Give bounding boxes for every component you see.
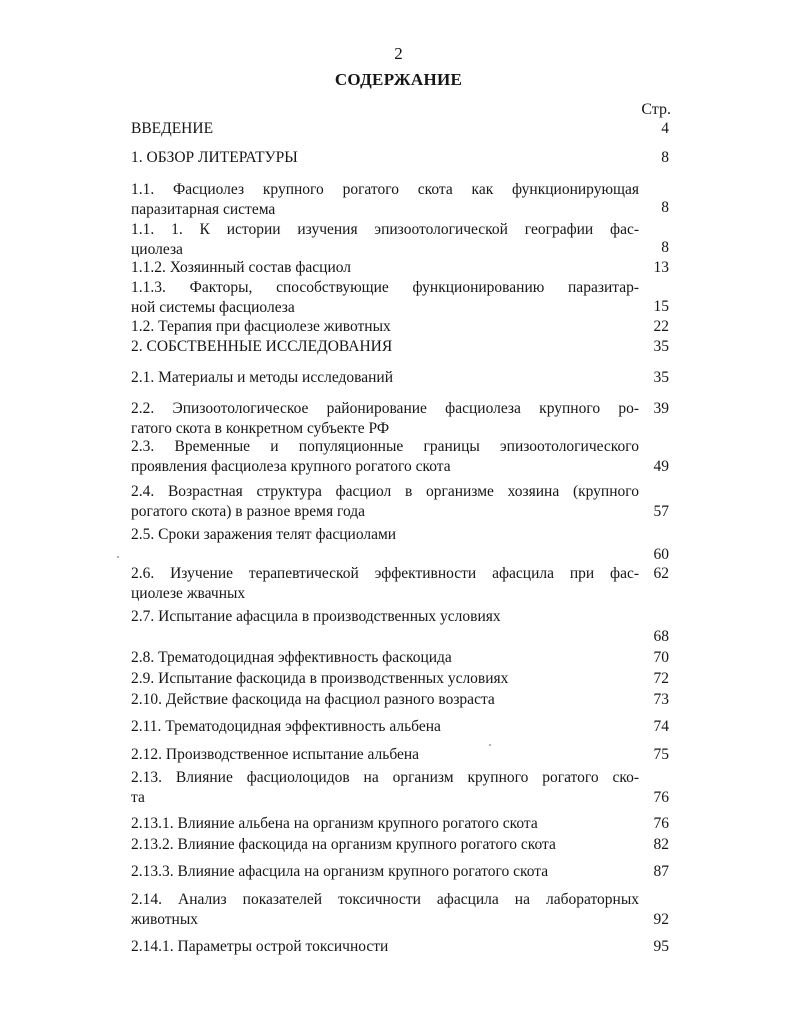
toc-entry bbox=[131, 768, 639, 807]
toc-entry-page: 75 bbox=[653, 746, 669, 763]
toc-entry-text-line: 2. СОБСТВЕННЫЕ ИССЛЕДОВАНИЯ bbox=[131, 338, 393, 355]
toc-entry-text-line: 1.1. Фасциолез крупного рогатого скота как функционирующая bbox=[131, 181, 639, 198]
toc-entry-text-line: циолеза bbox=[131, 240, 183, 258]
toc-entry bbox=[131, 525, 639, 545]
toc-entry-page: 73 bbox=[653, 691, 669, 708]
toc-entry-page: 13 bbox=[653, 259, 669, 276]
toc-entry bbox=[131, 745, 639, 765]
toc-entry-page: 82 bbox=[653, 836, 669, 853]
toc-entry-text-line: 2.4. Возрастная структура фасциол в организме хозяина (крупного bbox=[131, 483, 639, 500]
toc-entry-page: 87 bbox=[653, 863, 669, 880]
toc-entry bbox=[131, 220, 639, 259]
toc-entry-text-line: 1.1. 1. К истории изучения эпизоотологической географии фас- bbox=[131, 221, 639, 238]
toc-title: СОДЕРЖАНИЕ bbox=[334, 70, 463, 89]
toc-entry-text-line: 2.11. Трематодоцидная эффективность альбена bbox=[131, 718, 441, 735]
toc-entry bbox=[131, 278, 639, 317]
toc-entry bbox=[131, 717, 639, 737]
toc-entry-text-line: ной системы фасциолеза bbox=[131, 298, 295, 316]
toc-entry-page: 76 bbox=[653, 815, 669, 832]
toc-entry-text-line: 1. ОБЗОР ЛИТЕРАТУРЫ bbox=[131, 149, 298, 166]
toc-entry bbox=[131, 835, 639, 855]
toc-entry bbox=[131, 399, 639, 438]
toc-entry bbox=[131, 337, 639, 357]
toc-entry-text-line: 2.6. Изучение терапевтической эффективности афасцила при фас- bbox=[131, 565, 639, 582]
toc-entry-text-line: 1.1.3. Факторы, способствующие функционированию паразитар- bbox=[131, 279, 639, 296]
toc-entry-page: 57 bbox=[653, 503, 669, 520]
toc-entry bbox=[131, 258, 639, 278]
toc-entry-text-line: 2.8. Трематодоцидная эффективность фаскоцида bbox=[131, 649, 452, 666]
toc-entry bbox=[131, 482, 639, 521]
toc-entry-text-line: гатого скота в конкретном субъекте РФ bbox=[131, 419, 390, 437]
toc-entry-text-line: паразитарная система bbox=[131, 200, 276, 218]
toc-entry bbox=[131, 607, 639, 627]
toc-entry bbox=[131, 119, 639, 139]
scan-speck bbox=[489, 744, 491, 746]
toc-entry bbox=[131, 148, 639, 168]
toc-entry-text-line: животных bbox=[131, 910, 198, 928]
toc-entry-text-line: 1.2. Терапия при фасциолезе животных bbox=[131, 318, 391, 335]
toc-entry-text-line: 2.5. Сроки заражения телят фасциолами bbox=[131, 526, 397, 543]
toc-entry-text-line: 2.9. Испытание фаскоцида в производственных условиях bbox=[131, 670, 509, 687]
toc-entry-page: 22 bbox=[653, 318, 669, 335]
toc-entry-page: 60 bbox=[653, 546, 669, 563]
page-column-header: Стр. bbox=[641, 101, 671, 118]
toc-entry-text-line: 2.12. Производственное испытание альбена bbox=[131, 746, 420, 763]
toc-entry-page: 35 bbox=[653, 369, 669, 386]
toc-entry-text-line: 2.14. Анализ показателей токсичности афасцила на лабораторных bbox=[131, 891, 639, 908]
toc-entry bbox=[131, 690, 639, 710]
toc-entry-text-line: циолезе жвачных bbox=[131, 584, 246, 602]
toc-entry-text-line: 2.1. Материалы и методы исследований bbox=[131, 369, 394, 386]
toc-entry-text-line: 2.13.2. Влияние фаскоцида на организм крупного рогатого скота bbox=[131, 836, 556, 853]
toc-entry bbox=[131, 317, 639, 337]
toc-entry-text-line: 2.13.3. Влияние афасцила на организм крупного рогатого скота bbox=[131, 863, 549, 880]
toc-entry-page: 39 bbox=[653, 400, 669, 417]
toc-entry-page: 68 bbox=[653, 628, 669, 645]
toc-entry-page: 70 bbox=[653, 649, 669, 666]
toc-entry-page: 72 bbox=[653, 670, 669, 687]
toc-entry-text-line: ВВЕДЕНИЕ bbox=[131, 120, 214, 137]
toc-entry-page: 92 bbox=[653, 911, 669, 928]
toc-entry bbox=[131, 648, 639, 668]
toc-entry-text-line: 1.1.2. Хозяинный состав фасциол bbox=[131, 259, 352, 276]
toc-entry-text-line: 2.13. Влияние фасциолоцидов на организм крупного рогатого ско- bbox=[131, 769, 639, 786]
toc-entry bbox=[131, 368, 639, 388]
toc-entry-text-line: 2.2. Эпизоотологическое районирование фасциолеза крупного ро- bbox=[131, 400, 639, 417]
toc-entry-page: 76 bbox=[653, 789, 669, 806]
toc-entry-text-line: 2.7. Испытание афасцила в производственных условиях bbox=[131, 608, 501, 625]
toc-entry-page: 74 bbox=[653, 718, 669, 735]
toc-entry-text-line: 2.3. Временные и популяционные границы эпизоотологического bbox=[131, 438, 639, 455]
toc-entry-text-line: 2.10. Действие фаскоцида на фасциол разного возраста bbox=[131, 691, 495, 708]
toc-entry bbox=[131, 814, 639, 834]
toc-entry-text-line: та bbox=[131, 788, 145, 806]
toc-entry-page: 8 bbox=[661, 149, 669, 166]
toc-entry-page: 49 bbox=[653, 458, 669, 475]
toc-entry-page: 95 bbox=[653, 938, 669, 955]
page-number: 2 bbox=[394, 44, 403, 63]
toc-entry bbox=[131, 890, 639, 929]
toc-entry bbox=[131, 180, 639, 219]
toc-entry bbox=[131, 862, 639, 882]
toc-entry-page: 4 bbox=[661, 120, 669, 137]
toc-entry bbox=[131, 937, 639, 957]
toc-entry-text-line: рогатого скота) в разное время года bbox=[131, 502, 366, 520]
toc-entry-text-line: 2.13.1. Влияние альбена на организм крупного рогатого скота bbox=[131, 815, 538, 832]
toc-entry-page: 62 bbox=[653, 565, 669, 582]
toc-entry-text-line: проявления фасциолеза крупного рогатого скота bbox=[131, 457, 451, 475]
toc-entry bbox=[131, 437, 639, 476]
toc-entry-text-line: 2.14.1. Параметры острой токсичности bbox=[131, 938, 389, 955]
toc-entry bbox=[131, 669, 639, 689]
toc-entry-page: 8 bbox=[661, 239, 669, 256]
toc-entry-page: 8 bbox=[661, 199, 669, 216]
toc-entry-page: 35 bbox=[653, 338, 669, 355]
toc-entry bbox=[131, 564, 639, 603]
toc-entry-page: 15 bbox=[653, 298, 669, 315]
scan-speck bbox=[117, 556, 119, 558]
